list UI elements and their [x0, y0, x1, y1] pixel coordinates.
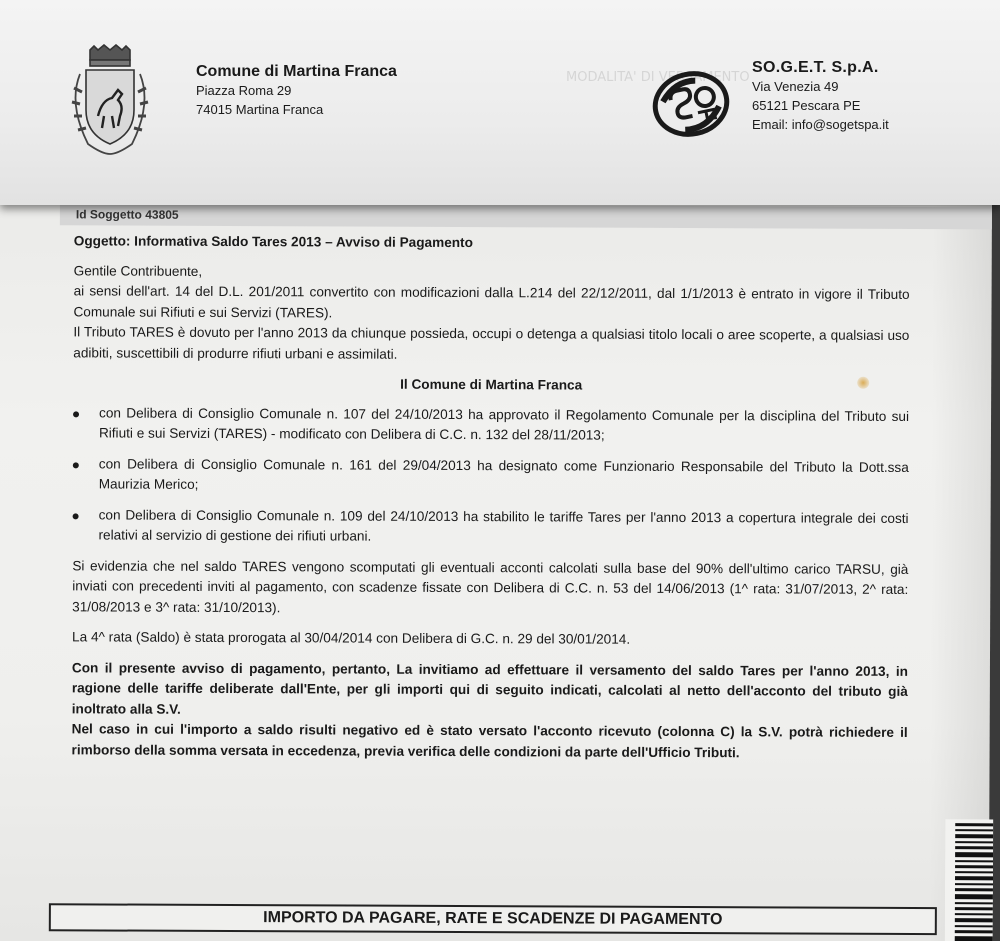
bullet-icon [73, 411, 79, 417]
delibere-list [72, 403, 909, 550]
list-item-text: con Delibera di Consiglio Comunale n. 161 del 29/04/2013 ha designato come Funzionario Responsabile del Tributo la Dott.ssa Maurizia Merico; [98, 455, 909, 492]
saldo-paragraph: Si evidenzia che nel saldo TARES vengono scomputati gli eventuali acconti calcolati sulla base del 90% dell'ultimo carico TARSU, già inviati con precedenti inviti al pagamento, con scadenze fissate con Delibera di C.C. n. 53 del 14/06/2013 (1^ rata: 31/07/2013, 2^ rata: 31/08/2013 e 3^ rata: 31/10/2013). [72, 557, 909, 615]
soget-address-block [752, 58, 889, 134]
payment-section-title: IMPORTO DA PAGARE, RATE E SCADENZE DI PAGAMENTO [49, 903, 937, 935]
soget-address-line: 65121 Pescara PE [752, 98, 861, 113]
barcode-icon [945, 819, 994, 941]
invito-paragraph: Con il presente avviso di pagamento, pertanto, La invitiamo ad effettuare il versamento del saldo Tares per l'anno 2013, in ragione delle tariffe deliberate dall'Ente, per gli importi qui di seguito indicati, calcolati al netto dell'acconto del tributo già inoltrato alla S.V. [71, 659, 908, 717]
rata-paragraph: La 4^ rata (Saldo) è stata prorogata al 30/04/2014 con Delibera di G.C. n. 29 del 30/01/2014. [72, 629, 631, 647]
intro-paragraph-2: Il Tributo TARES è dovuto per l'anno 2013 da chiunque possieda, occupi o detenga a qualsiasi titolo locali o aree scoperte, a qualsiasi uso adibiti, suscettibili di produrre rifiuti urbani e assimilati. [73, 324, 910, 362]
list-item-text: con Delibera di Consiglio Comunale n. 107 del 24/10/2013 ha approvato il Regolamento Comunale per la disciplina del Tributo sui Rifiuti e sui Servizi (TARES) - modificato con Delibera di C.C. n. 132 del 28/11/2013; [98, 404, 910, 443]
comune-address-line: Piazza Roma 29 [196, 83, 292, 98]
municipal-crest-icon [58, 44, 162, 160]
soget-logo-icon [650, 66, 732, 142]
comune-address-line: 74015 Martina Franca [196, 102, 324, 117]
soget-address-line: Via Venezia 49 [752, 79, 839, 94]
header-sheet [0, 0, 1000, 205]
rimborso-paragraph: Nel caso in cui l'importo a saldo risulti negativo ed è stato versato l'acconto ricevuto (colonna C) la S.V. potrà richiedere il rimborso della somma versata in eccedenza, previa verifica delle condizioni da parte dell'Ufficio Tributi. [71, 721, 908, 760]
bullet-icon [73, 462, 79, 468]
bullet-icon [73, 513, 79, 519]
list-item-text: con Delibera di Consiglio Comunale n. 109 del 24/10/2013 ha stabilito le tariffe Tares per l'anno 2013 a copertura integrale dei costi relativi al servizio di gestione dei rifiuti urbani. [98, 506, 909, 544]
list-item [73, 403, 909, 448]
soget-name: SO.G.E.T. S.p.A. [752, 59, 879, 76]
intro-paragraph-1: ai sensi dell'art. 14 del D.L. 201/2011 convertito con modificazioni dalla L.214 del 22/12/2011, dal 1/1/2013 è entrato in vigore il Tributo Comunale sui Rifiuti e sui Servizi (TARES). [73, 283, 910, 320]
soget-email: Email: info@sogetspa.it [752, 117, 889, 132]
list-item [72, 505, 908, 550]
bleed-through-text: MODALITA' DI VERSAMENTO [566, 70, 750, 85]
list-item [73, 454, 909, 499]
section-title: Il Comune di Martina Franca [400, 376, 583, 393]
id-soggetto: Id Soggetto 43805 [60, 203, 992, 229]
document-sheet [0, 195, 992, 941]
greeting: Gentile Contribuente, [73, 262, 203, 279]
comune-address-block [196, 62, 397, 119]
comune-name: Comune di Martina Franca [196, 63, 397, 80]
document-body [72, 231, 910, 764]
subject-line: Oggetto: Informativa Saldo Tares 2013 – Avviso di Pagamento [73, 233, 473, 251]
